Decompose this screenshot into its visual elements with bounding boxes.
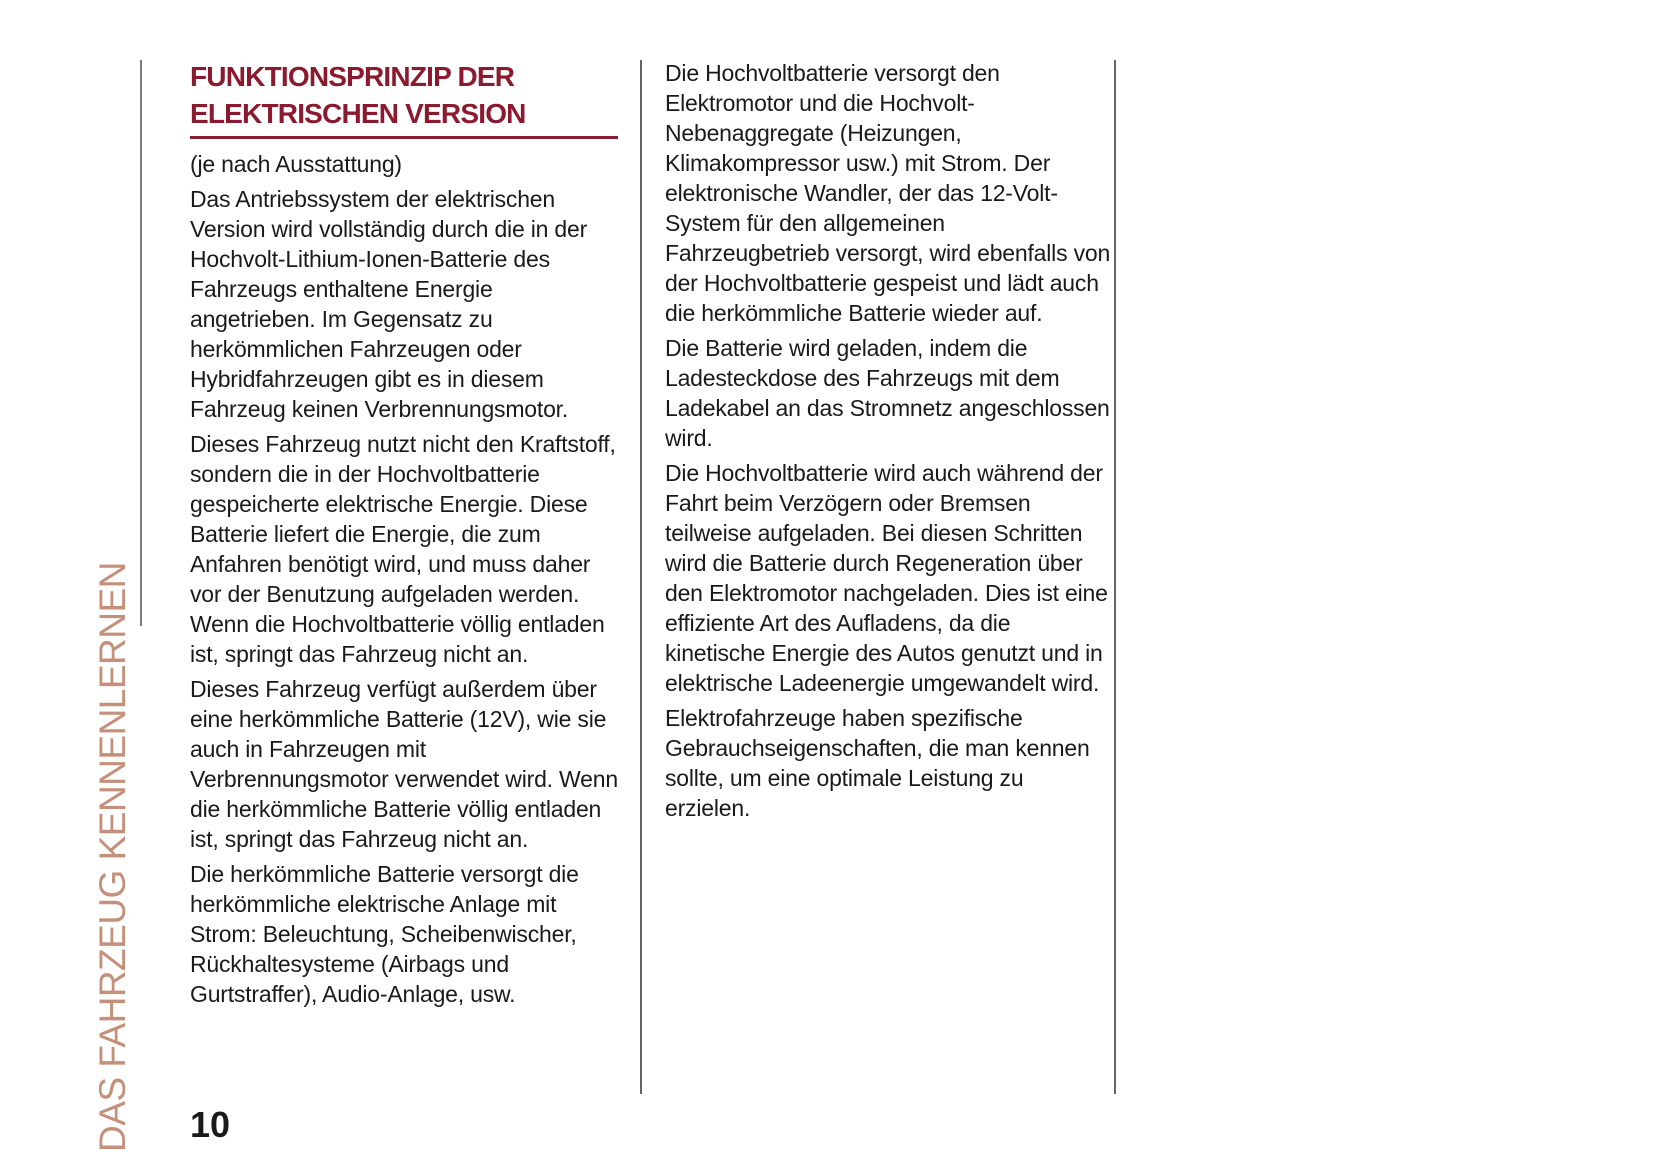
paragraph: Die Hochvoltbatterie wird auch während der Fahrt beim Verzögern oder Bremsen teilweise aufgeladen. Bei diesen Schritten wird die Batterie durch Regeneration über den Elektromotor nachgeladen. Dies ist eine effiziente Art des Aufladens, da die kinetische Energie des Autos genutzt und in elektrische Ladeenergie umgewandelt wird. <box>665 460 1108 696</box>
section-title <box>190 58 618 139</box>
paragraph: Die Hochvoltbatterie versorgt den Elektromotor und die Hochvolt-Nebenaggregate (Heizungen, Klimakompressor usw.) mit Strom. Der elektronische Wandler, der das 12-Volt-System für den allgemeinen Fahrzeugbetrieb versorgt, wird ebenfalls von der Hochvoltbatterie gespeist und lädt auch die herkömmliche Batterie wieder auf. <box>665 60 1111 326</box>
section-title-line-1: FUNKTIONSPRINZIP DER <box>190 61 515 92</box>
text-column-right <box>665 58 1113 828</box>
column-divider-left <box>640 60 642 1094</box>
page-number: 10 <box>190 1104 231 1145</box>
chapter-title: DAS FAHRZEUG KENNENLERNEN <box>92 562 133 1152</box>
text-column-left <box>190 58 618 1014</box>
side-tab-rule <box>140 60 142 626</box>
paragraph: Das Antriebssystem der elektrischen Version wird vollständig durch die in der Hochvolt-Lithium-Ionen-Batterie des Fahrzeugs enthaltene Energie angetrieben. Im Gegensatz zu herkömmlichen Fahrzeugen oder Hybridfahrzeugen gibt es in diesem Fahrzeug keinen Verbrennungsmotor. <box>190 186 588 422</box>
section-title-line-2: ELEKTRISCHEN VERSION <box>190 98 526 129</box>
paragraph: Die herkömmliche Batterie versorgt die herkömmliche elektrische Anlage mit Strom: Beleuchtung, Scheibenwischer, Rückhaltesysteme (Airbags und Gurtstraffer), Audio-Anlage, usw. <box>190 861 579 1007</box>
paragraph-equipment-note: (je nach Ausstattung) <box>190 151 402 177</box>
paragraph: Dieses Fahrzeug nutzt nicht den Kraftstoff, sondern die in der Hochvoltbatterie gespeicherte elektrische Energie. Diese Batterie liefert die Energie, die zum Anfahren benötigt wird, und muss daher vor der Benutzung aufgeladen werden. Wenn die Hochvoltbatterie völlig entladen ist, springt das Fahrzeug nicht an. <box>190 431 616 667</box>
paragraph: Dieses Fahrzeug verfügt außerdem über eine herkömmliche Batterie (12V), wie sie auch in Fahrzeugen mit Verbrennungsmotor verwendet wird. Wenn die herkömmliche Batterie völlig entladen ist, springt das Fahrzeug nicht an. <box>190 676 618 852</box>
paragraph: Elektrofahrzeuge haben spezifische Gebrauchseigenschaften, die man kennen sollte, um eine optimale Leistung zu erzielen. <box>665 705 1090 821</box>
column-divider-right <box>1114 60 1116 1094</box>
chapter-side-tab <box>92 58 134 1152</box>
paragraph: Die Batterie wird geladen, indem die Ladesteckdose des Fahrzeugs mit dem Ladekabel an das Stromnetz angeschlossen wird. <box>665 335 1110 451</box>
